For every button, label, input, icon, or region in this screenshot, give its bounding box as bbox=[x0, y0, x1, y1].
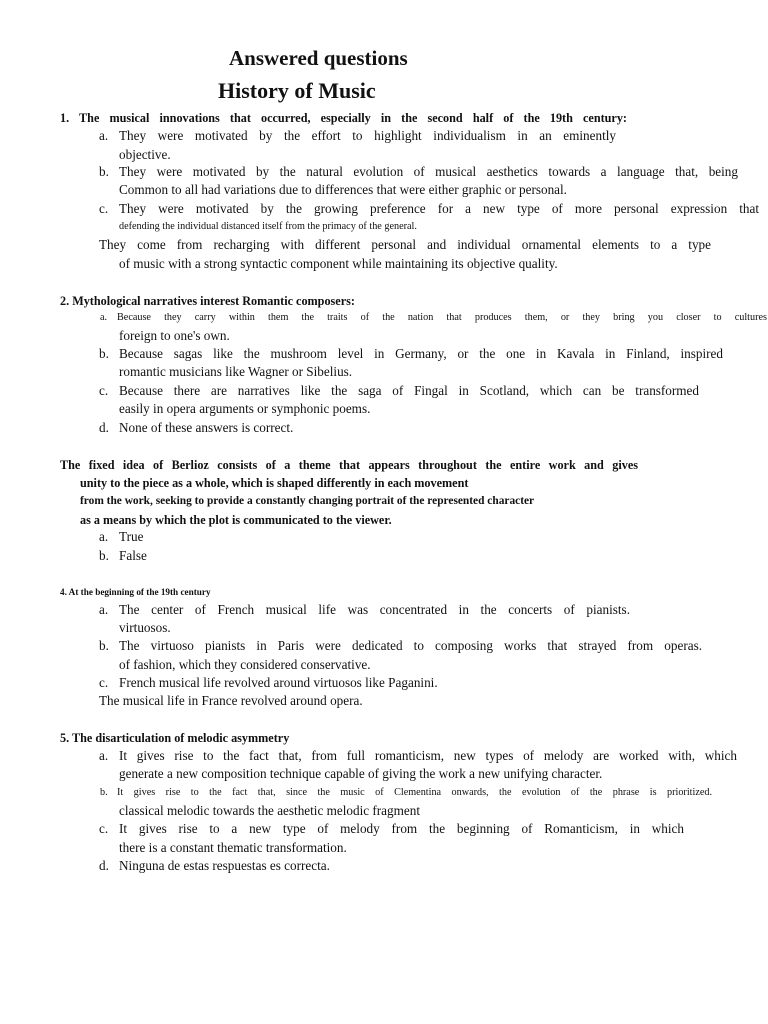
question-2-stem: 2. Mythological narratives interest Romantic composers: bbox=[60, 294, 355, 308]
answer-text: They come from recharging with different personal and individual ornamental elements to a type bbox=[99, 237, 711, 252]
option-label: a. bbox=[99, 602, 109, 617]
option-text: romantic musicians like Wagner or Sibelius. bbox=[119, 364, 353, 379]
option-text: classical melodic towards the aesthetic melodic fragment bbox=[119, 803, 421, 818]
option-label: b. bbox=[99, 548, 109, 563]
option-label: d. bbox=[99, 420, 109, 435]
option-label: c. bbox=[99, 675, 109, 690]
question-3-stem: as a means by which the plot is communicated to the viewer. bbox=[80, 513, 392, 527]
question-4-stem: 4. At the beginning of the 19th century bbox=[60, 587, 211, 597]
option-text: objective. bbox=[119, 147, 171, 162]
option-text: They were motivated by the natural evolution of musical aesthetics towards a language that, being bbox=[119, 164, 738, 179]
question-5-stem: 5. The disarticulation of melodic asymmetry bbox=[60, 731, 290, 745]
option-text: foreign to one's own. bbox=[119, 328, 230, 343]
option-text: It gives rise to the fact that, from full romanticism, new types of melody are worked with, which bbox=[119, 748, 737, 763]
option-text: of fashion, which they considered conservative. bbox=[119, 657, 371, 672]
answer-text: of music with a strong syntactic component while maintaining its objective quality. bbox=[119, 256, 558, 271]
option-label: a. bbox=[99, 128, 109, 143]
option-label: c. bbox=[99, 383, 109, 398]
option-text: They were motivated by the effort to highlight individualism in an eminently bbox=[119, 128, 616, 143]
option-text: defending the individual distanced itself from the primacy of the general. bbox=[119, 221, 417, 232]
option-label: a. bbox=[99, 529, 109, 544]
option-text: easily in opera arguments or symphonic poems. bbox=[119, 401, 371, 416]
document-subtitle: History of Music bbox=[218, 78, 376, 103]
option-label: b. bbox=[99, 346, 109, 361]
option-text: The virtuoso pianists in Paris were dedicated to composing works that strayed from operas. bbox=[119, 638, 702, 653]
option-text: It gives rise to a new type of melody from the beginning of Romanticism, in which bbox=[119, 821, 684, 836]
option-text: Because sagas like the mushroom level in Germany, or the one in Kavala in Finland, inspired bbox=[119, 346, 723, 361]
option-label: c. bbox=[99, 821, 109, 836]
option-label: b. bbox=[100, 787, 108, 798]
option-text: False bbox=[119, 548, 147, 563]
option-text: French musical life revolved around virtuosos like Paganini. bbox=[119, 675, 438, 690]
option-text: They were motivated by the growing preference for a new type of more personal expression that bbox=[119, 201, 759, 216]
option-text: The center of French musical life was concentrated in the concerts of pianists. bbox=[119, 602, 630, 617]
option-text: Ninguna de estas respuestas es correcta. bbox=[119, 858, 330, 873]
document-title: Answered questions bbox=[229, 46, 408, 70]
option-text: generate a new composition technique capable of giving the work a new unifying character. bbox=[119, 766, 603, 781]
question-3-stem: The fixed idea of Berlioz consists of a theme that appears throughout the entire work and gives bbox=[60, 458, 638, 472]
answer-text: The musical life in France revolved around opera. bbox=[99, 693, 363, 708]
option-text: Because they carry within them the traits of the nation that produces them, or they bring you closer to cultures bbox=[117, 312, 767, 323]
option-label: a. bbox=[99, 748, 109, 763]
option-text: None of these answers is correct. bbox=[119, 420, 294, 435]
question-1-stem: 1. The musical innovations that occurred, especially in the second half of the 19th century: bbox=[60, 111, 627, 125]
question-3-stem: from the work, seeking to provide a constantly changing portrait of the represented character bbox=[80, 495, 535, 507]
option-text: True bbox=[119, 529, 144, 544]
option-label: b. bbox=[99, 164, 109, 179]
option-text: It gives rise to the fact that, since the music of Clementina onwards, the evolution of the phrase is prioritized. bbox=[117, 787, 712, 798]
question-3-stem: unity to the piece as a whole, which is shaped differently in each movement bbox=[80, 476, 469, 490]
option-text: Because there are narratives like the saga of Fingal in Scotland, which can be transformed bbox=[119, 383, 699, 398]
option-text: virtuosos. bbox=[119, 620, 171, 635]
option-text: Common to all had variations due to differences that were either graphic or personal. bbox=[119, 182, 567, 197]
option-label: d. bbox=[99, 858, 109, 873]
option-label: b. bbox=[99, 638, 109, 653]
option-label: a. bbox=[100, 312, 108, 323]
option-label: c. bbox=[99, 201, 109, 216]
option-text: there is a constant thematic transformation. bbox=[119, 840, 347, 855]
